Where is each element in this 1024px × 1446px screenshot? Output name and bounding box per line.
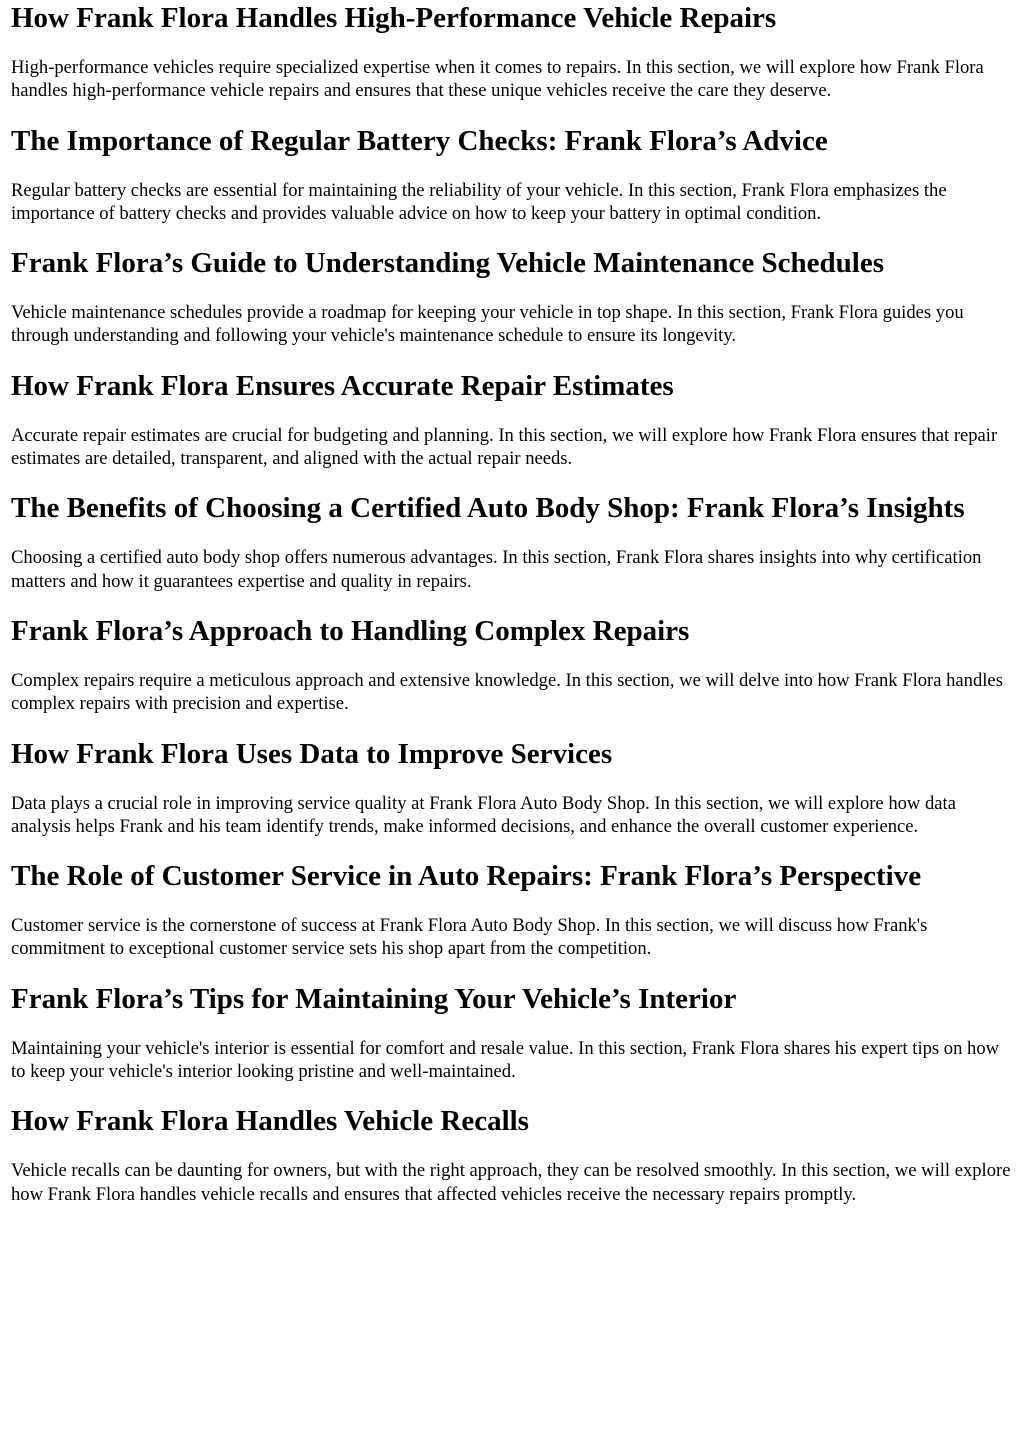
section-high-performance-repairs [11, 0, 1013, 103]
section-body: Vehicle recalls can be daunting for owners, but with the right approach, they can be resolved smoothly. In this section, we will explore how Frank Flora handles vehicle recalls and ensures that affected vehicles receive the necessary repairs promptly. [11, 1160, 1011, 1205]
section-heading: The Benefits of Choosing a Certified Auto Body Shop: Frank Flora’s Insights [11, 492, 965, 525]
section-body: Customer service is the cornerstone of success at Frank Flora Auto Body Shop. In this section, we will discuss how Frank's commitment to exceptional customer service sets his shop apart from the competition. [11, 915, 928, 960]
section-certified-shop [11, 490, 1013, 593]
section-body: Accurate repair estimates are crucial for budgeting and planning. In this section, we will explore how Frank Flora ensures that repair estimates are detailed, transparent, and aligned with the actual repair needs. [11, 424, 998, 470]
section-body: Maintaining your vehicle's interior is essential for comfort and resale value. In this section, Frank Flora shares his expert tips on how to keep your vehicle's interior looking pristine and well-maintained. [11, 1037, 1000, 1083]
section-heading: Frank Flora’s Guide to Understanding Vehicle Maintenance Schedules [11, 247, 885, 280]
section-vehicle-interior [11, 981, 1013, 1084]
section-vehicle-recalls [11, 1103, 1013, 1206]
section-maintenance-schedules [11, 245, 1013, 348]
section-heading: How Frank Flora Ensures Accurate Repair Estimates [11, 369, 674, 402]
section-heading: How Frank Flora Handles Vehicle Recalls [11, 1105, 529, 1138]
section-heading: How Frank Flora Handles High-Performance Vehicle Repairs [11, 2, 777, 34]
section-body: Vehicle maintenance schedules provide a roadmap for keeping your vehicle in top shape. In this section, Frank Flora guides you through understanding and following your vehicle's maintenance schedule to ensure its longevity. [11, 302, 964, 347]
section-body: High-performance vehicles require specialized expertise when it comes to repairs. In this section, we will explore how Frank Flora handles high-performance vehicle repairs and ensures that these unique vehicles receive the care they deserve. [11, 57, 984, 102]
section-repair-estimates [11, 368, 1013, 471]
section-heading: The Role of Customer Service in Auto Repairs: Frank Flora’s Perspective [11, 860, 922, 893]
section-body: Data plays a crucial role in improving service quality at Frank Flora Auto Body Shop. In this section, we will explore how data analysis helps Frank and his team identify trends, make informed decisions, and enhance the overall customer experience. [11, 792, 956, 837]
section-body: Choosing a certified auto body shop offers numerous advantages. In this section, Frank Flora shares insights into why certification matters and how it guarantees expertise and quality in repairs. [11, 547, 982, 592]
section-customer-service [11, 858, 1013, 961]
section-data-services [11, 736, 1013, 839]
section-heading: Frank Flora’s Tips for Maintaining Your Vehicle’s Interior [11, 982, 737, 1015]
section-body: Regular battery checks are essential for maintaining the reliability of your vehicle. In this section, Frank Flora emphasizes the importance of battery checks and provides valuable advice on how to keep your battery in optimal condition. [11, 179, 947, 224]
section-battery-checks [11, 123, 1013, 226]
section-heading: The Importance of Regular Battery Checks: Frank Flora’s Advice [11, 124, 828, 157]
section-heading: Frank Flora’s Approach to Handling Complex Repairs [11, 614, 690, 647]
section-complex-repairs [11, 613, 1013, 716]
section-heading: How Frank Flora Uses Data to Improve Services [11, 737, 613, 770]
section-body: Complex repairs require a meticulous approach and extensive knowledge. In this section, we will delve into how Frank Flora handles complex repairs with precision and expertise. [11, 669, 1003, 715]
